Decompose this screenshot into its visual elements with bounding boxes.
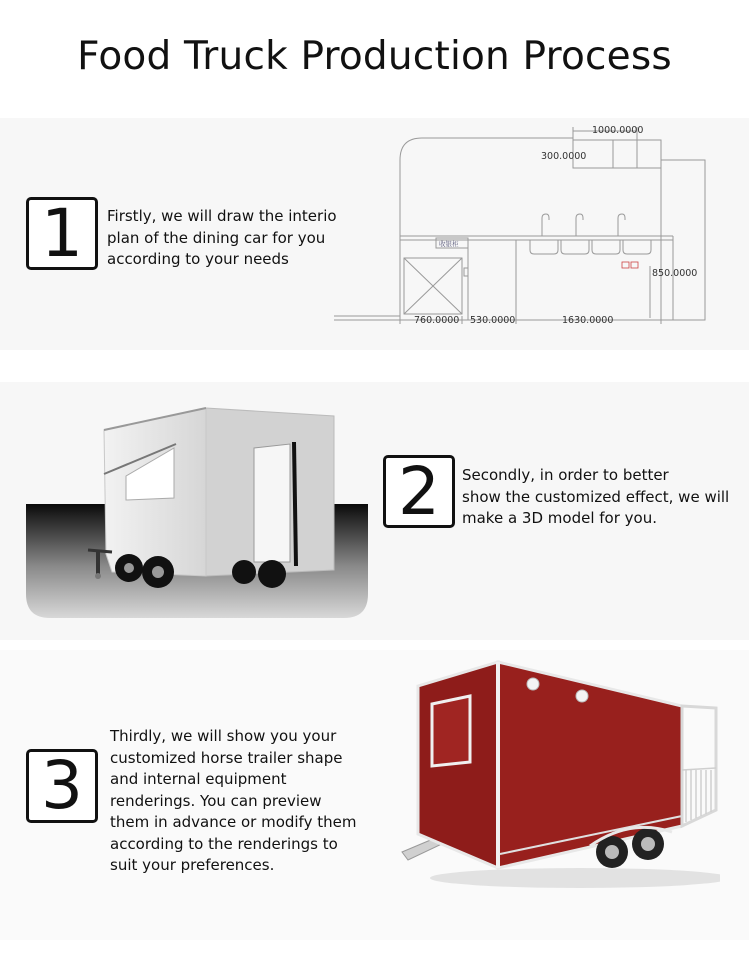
- step-3-line: according to the renderings to: [110, 834, 338, 853]
- step-1-text: [107, 206, 337, 271]
- step-3-line: Thirdly, we will show you your: [110, 727, 337, 745]
- step-2-line: make a 3D model for you.: [462, 509, 657, 527]
- step-1-line: Firstly, we will draw the interio: [107, 207, 337, 225]
- page-title: Food Truck Production Process: [77, 34, 672, 79]
- dimension-top: 1000.0000: [592, 125, 644, 136]
- red-trailer-rendering-image: [400, 656, 720, 894]
- step-1-number-box: [26, 194, 98, 272]
- dimension-upper: 300.0000: [541, 151, 587, 162]
- step-2-number: 2: [398, 452, 440, 530]
- step-3-line: customized horse trailer shape: [110, 748, 343, 767]
- dimension-bottom-2: 530.0000: [470, 315, 516, 326]
- dimension-bottom-1: 760.0000: [414, 315, 460, 326]
- step-1-line: according to your needs: [107, 250, 289, 268]
- step-3-text: [110, 726, 356, 877]
- step-2-text: [462, 465, 729, 530]
- step-3-number: 3: [41, 747, 83, 824]
- cabinet-label: 收银柜: [439, 240, 459, 248]
- step-2-line: Secondly, in order to better: [462, 466, 669, 484]
- step-3-line: suit your preferences.: [110, 856, 275, 874]
- trailer-3d-model-image: [26, 404, 368, 618]
- step-1-number: 1: [41, 194, 83, 272]
- step-3-line: renderings. You can preview: [110, 791, 322, 810]
- dimension-right: 850.0000: [652, 268, 698, 279]
- dimension-bottom-3: 1630.0000: [562, 315, 614, 326]
- step-1-line: plan of the dining car for you: [107, 228, 326, 247]
- step-3-line: and internal equipment: [110, 770, 287, 788]
- step-2-number-box: [383, 452, 455, 530]
- step-3-line: them in advance or modify them: [110, 813, 357, 831]
- step-2-line: show the customized effect, we will: [462, 487, 730, 506]
- floor-plan-drawing: [330, 118, 749, 350]
- step-3-number-box: [26, 749, 98, 823]
